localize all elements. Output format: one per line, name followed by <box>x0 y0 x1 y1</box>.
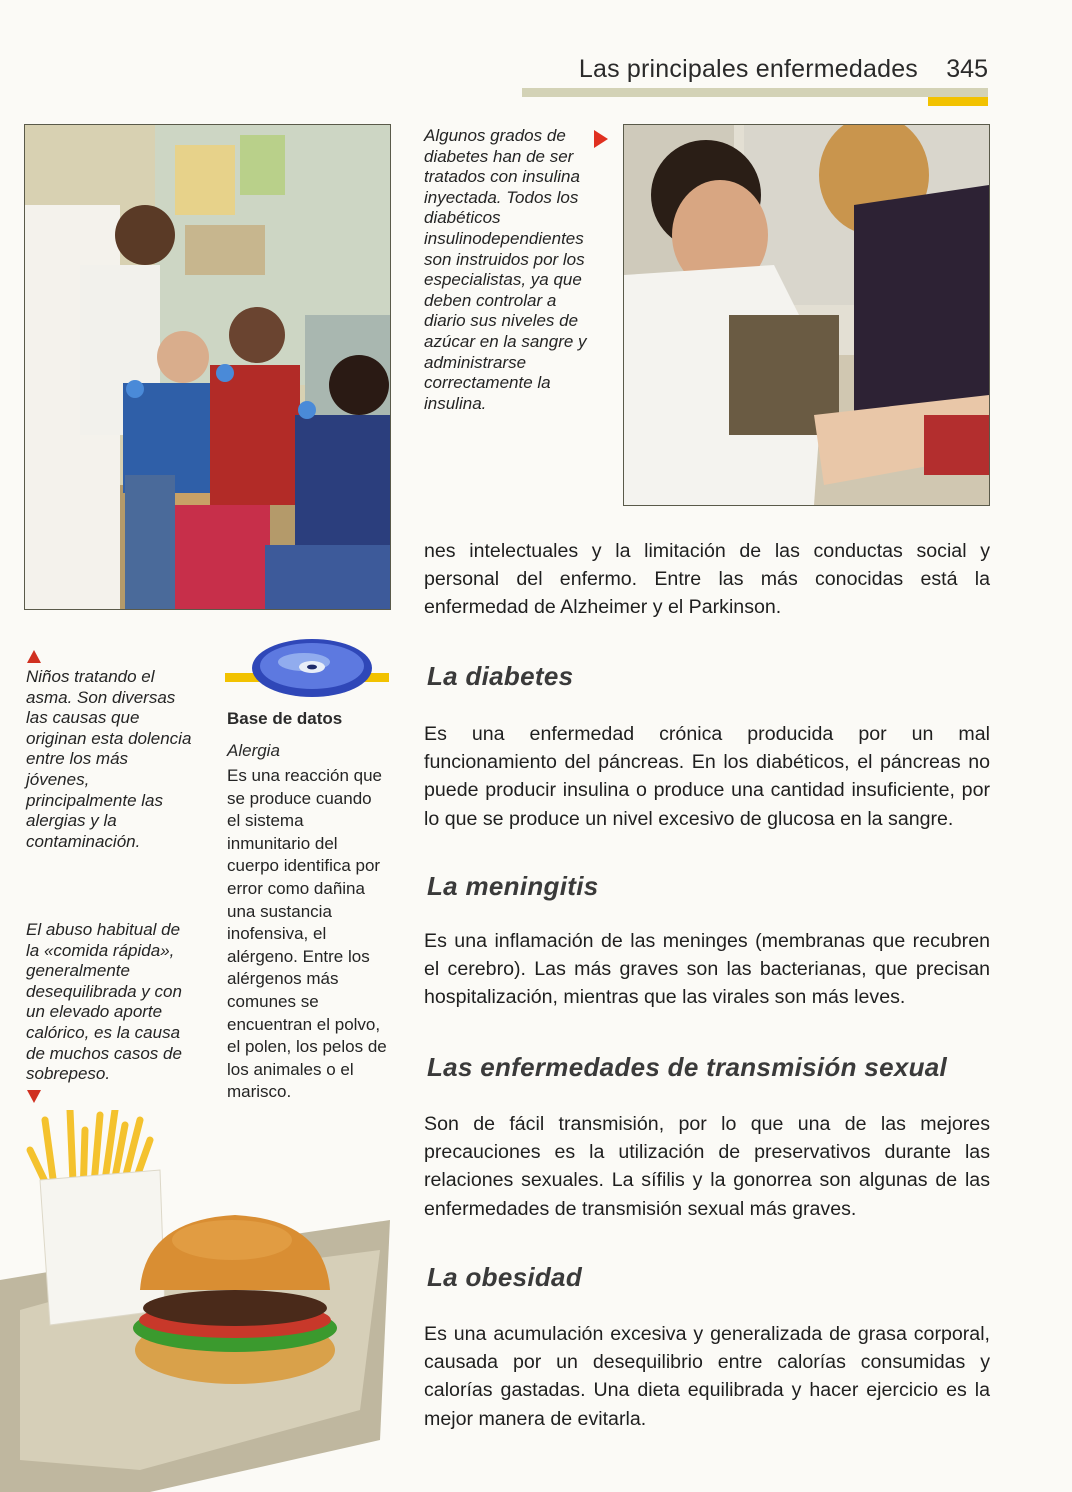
database-definition: Es una reacción que se produce cuando el sistema inmunitario del cuerpo identifica por error como dañina una sustancia inofensiva, el alérgeno. Entre los alérgenos más comunes se encuentran el polvo, el polen, los pelos de los animales o el marisco. <box>227 766 387 1102</box>
caption-fast-food: El abuso habitual de la «comida rápida», generalmente desequilibrada y con un elevado aporte calórico, es la causa de muchos casos de sobrepeso. <box>26 920 182 1084</box>
heading-diabetes: La diabetes <box>427 661 574 691</box>
photo-fast-food-illustration <box>0 1110 390 1492</box>
photo-diabetes-injection <box>623 124 990 506</box>
paragraph-obesity: Es una acumulación excesiva y generalizada de grasa corporal, causada por un desequilibrio entre calorías consumidas y calorías gastadas. Una dieta equilibrada y hacer ejercicio es la mejor manera de evitarla. <box>424 1323 990 1430</box>
paragraph-meningitis: Es una inflamación de las meninges (membranas que recubren el cerebro). Las más graves son las bacterianas, que precisan hospitalización, mientras que las virales son más leves. <box>424 930 990 1009</box>
triangle-up-icon <box>27 650 41 663</box>
photo-children-asthma <box>24 124 391 610</box>
caption-asthma: Niños tratando el asma. Son diversas las causas que originan esta dolencia entre los más jóvenes, principalmente las alergias y la contaminación. <box>26 667 192 851</box>
caption-insulin: Algunos grados de diabetes han de ser tratados con insulina inyectada. Todos los diabéticos insulinodependientes son instruidos por los especialistas, ya que deben controlar a diario sus niveles de azúcar en la sangre y administrarse correctamente la insulina. <box>424 126 587 413</box>
heading-sexually-transmitted-diseases: Las enfermedades de transmisión sexual <box>427 1052 948 1082</box>
paragraph-diabetes: Es una enfermedad crónica producida por un mal funcionamiento del páncreas. En los diabéticos, el páncreas no puede producir insulina o produce una cantidad insuficiente, por lo que se produce un nivel excesivo de glucosa en la sangre. <box>424 723 990 830</box>
running-header-title: Las principales enfermedades <box>578 55 918 83</box>
photo-children-asthma-illustration <box>25 125 390 609</box>
heading-meningitis: La meningitis <box>427 871 599 901</box>
database-title: Base de datos <box>227 709 343 728</box>
cd-disc-icon <box>250 636 374 700</box>
photo-fast-food <box>0 1110 390 1492</box>
header-accent-bar <box>928 97 988 106</box>
paragraph-sexually-transmitted-diseases: Son de fácil transmisión, por lo que una de las mejores precauciones es la utilización de preservativos durante las relaciones sexuales. La sífilis y la gonorrea son algunas de las enfermedades de transmisión sexual más graves. <box>424 1113 990 1220</box>
intro-paragraph: nes intelectuales y la limitación de las conductas social y personal del enfermo. Entre las más conocidas está la enfermedad de Alzheimer y el Parkinson. <box>424 540 990 619</box>
triangle-right-icon <box>594 130 608 148</box>
header-rule <box>522 88 988 97</box>
page-number: 345 <box>946 55 988 83</box>
database-term: Alergia <box>227 741 280 760</box>
triangle-down-icon <box>27 1090 41 1103</box>
heading-obesity: La obesidad <box>427 1262 582 1292</box>
photo-diabetes-illustration <box>624 125 989 505</box>
